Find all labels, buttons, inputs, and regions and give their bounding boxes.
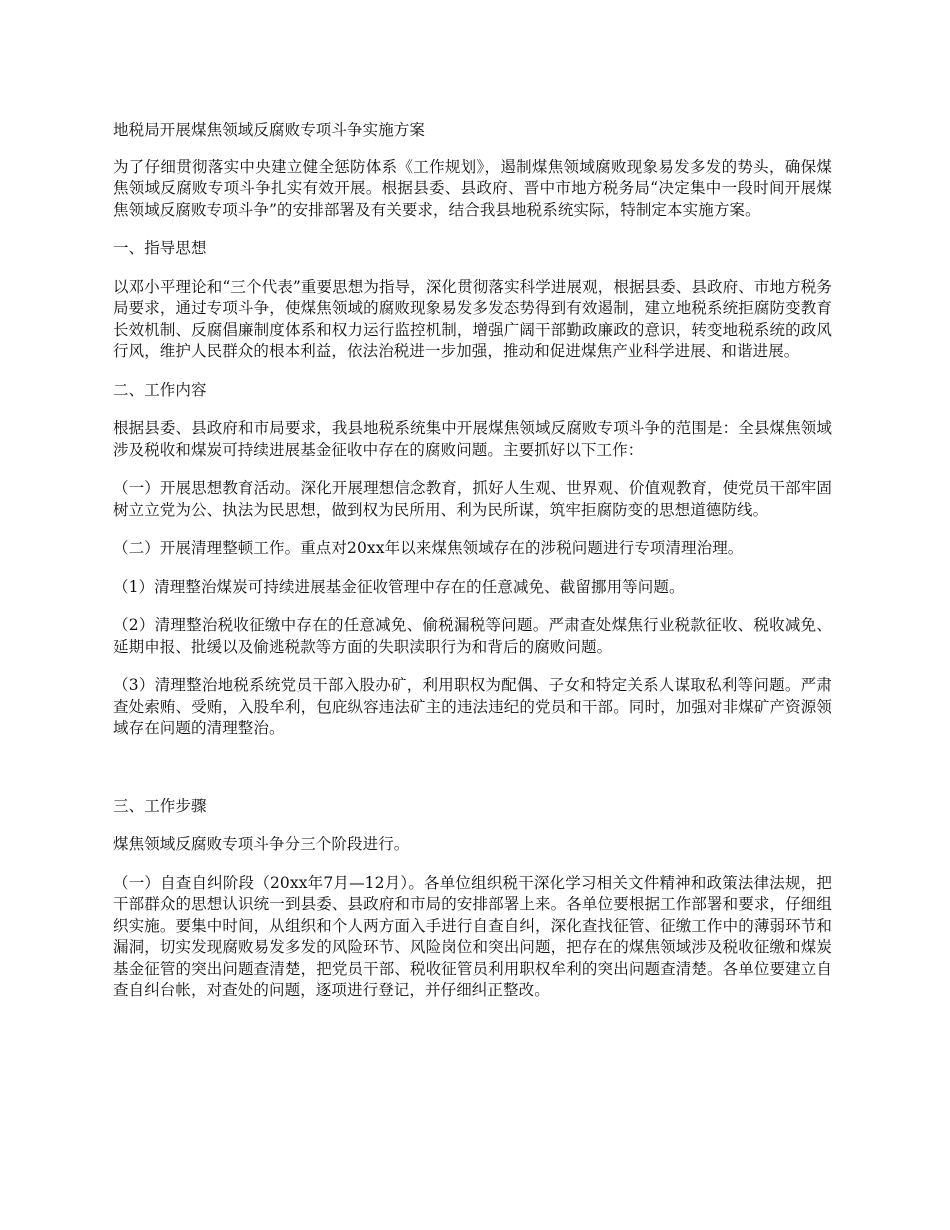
work-steps-intro: 煤焦领域反腐败专项斗争分三个阶段进行。	[113, 835, 410, 853]
work-content-paragraph: 根据县委、县政府和市局要求，我县地税系统集中开展煤焦领域反腐败专项斗争的范围是：全县煤焦领域涉及税收和煤炭可持续进展基金征收中存在的腐败问题。主要抓好以下工作：	[113, 419, 832, 459]
section-heading-work-steps: 三、工作步骤	[113, 796, 207, 815]
section-heading-work-content: 二、工作内容	[113, 380, 207, 399]
cleanup-subitem-1: （1）清理整治煤炭可持续进展基金征收管理中存在的任意减免、截留挪用等问题。	[113, 577, 685, 596]
document-title: 地税局开展煤焦领域反腐败专项斗争实施方案	[113, 121, 426, 139]
section-heading-guiding-ideology: 一、指导思想	[113, 239, 207, 257]
guiding-ideology-paragraph: 以邓小平理论和“三个代表”重要思想为指导，深化贯彻落实科学进展观，根据县委、县政府、市地方税务局要求，通过专项斗争，使煤焦领域的腐败现象易发多发态势得到有效遏制，建立地税系统拒腐防变教育长效机制、反腐倡廉制度体系和权力运行监控机制，增强广阔干部勤政廉政的意识，转变地税系统的政风行风，维护人民群众的根本利益，依法治税进一步加强，推动和促进煤焦产业科学进展、和谐进展。	[113, 277, 832, 360]
intro-paragraph: 为了仔细贯彻落实中央建立健全惩防体系《工作规划》，遏制煤焦领域腐败现象易发多发的势头，确保煤焦领域反腐败专项斗争扎实有效开展。根据县委、县政府、晋中市地方税务局“决定集中一段时间开展煤焦领域反腐败专项斗争”的安排部署及有关要求，结合我县地税系统实际，特制定本实施方案。	[113, 157, 832, 219]
cleanup-subitem-2: （2）清理整治税收征缴中存在的任意减免、偷税漏税等问题。严肃查处煤焦行业税款征收、税收减免、延期申报、批缓以及偷逃税款等方面的失职渎职行为和背后的腐败问题。	[113, 616, 832, 656]
cleanup-subitem-3: （3）清理整治地税系统党员干部入股办矿，利用职权为配偶、子女和特定关系人谋取私利等问题。严肃查处索贿、受贿，入股牟利，包庇纵容违法矿主的违法违纪的党员和干部。同时，加强对非煤矿产资源领域存在问题的清理整治。	[113, 676, 832, 737]
work-item-education: （一）开展思想教育活动。深化开展理想信念教育，抓好人生观、世界观、价值观教育，使党员干部牢固树立立党为公、执法为民思想，做到权为民所用、利为民所谋，筑牢拒腐防变的思想道德防线。	[113, 479, 832, 519]
work-item-cleanup: （二）开展清理整顿工作。重点对20xx年以来煤焦领域存在的涉税问题进行专项清理治理。	[113, 539, 744, 557]
stage-self-check: （一）自查自纠阶段（20xx年7月—12月）。各单位组织税干深化学习相关文件精神和政策法律法规，把干部群众的思想认识统一到县委、县政府和市局的安排部署上来。各单位要根据工作部署和要求，仔细组织实施。要集中时间，从组织和个人两方面入手进行自查自纠，深化查找征管、征缴工作中的薄弱环节和漏洞，切实发现腐败易发多发的风险环节、风险岗位和突出问题，把存在的煤焦领域涉及税收征缴和煤炭基金征管的突出问题查清楚，把党员干部、税收征管员利用职权牟利的突出问题查清楚。各单位要建立自查自纠台帐，对查处的问题，逐项进行登记，并仔细纠正整改。	[113, 873, 832, 999]
